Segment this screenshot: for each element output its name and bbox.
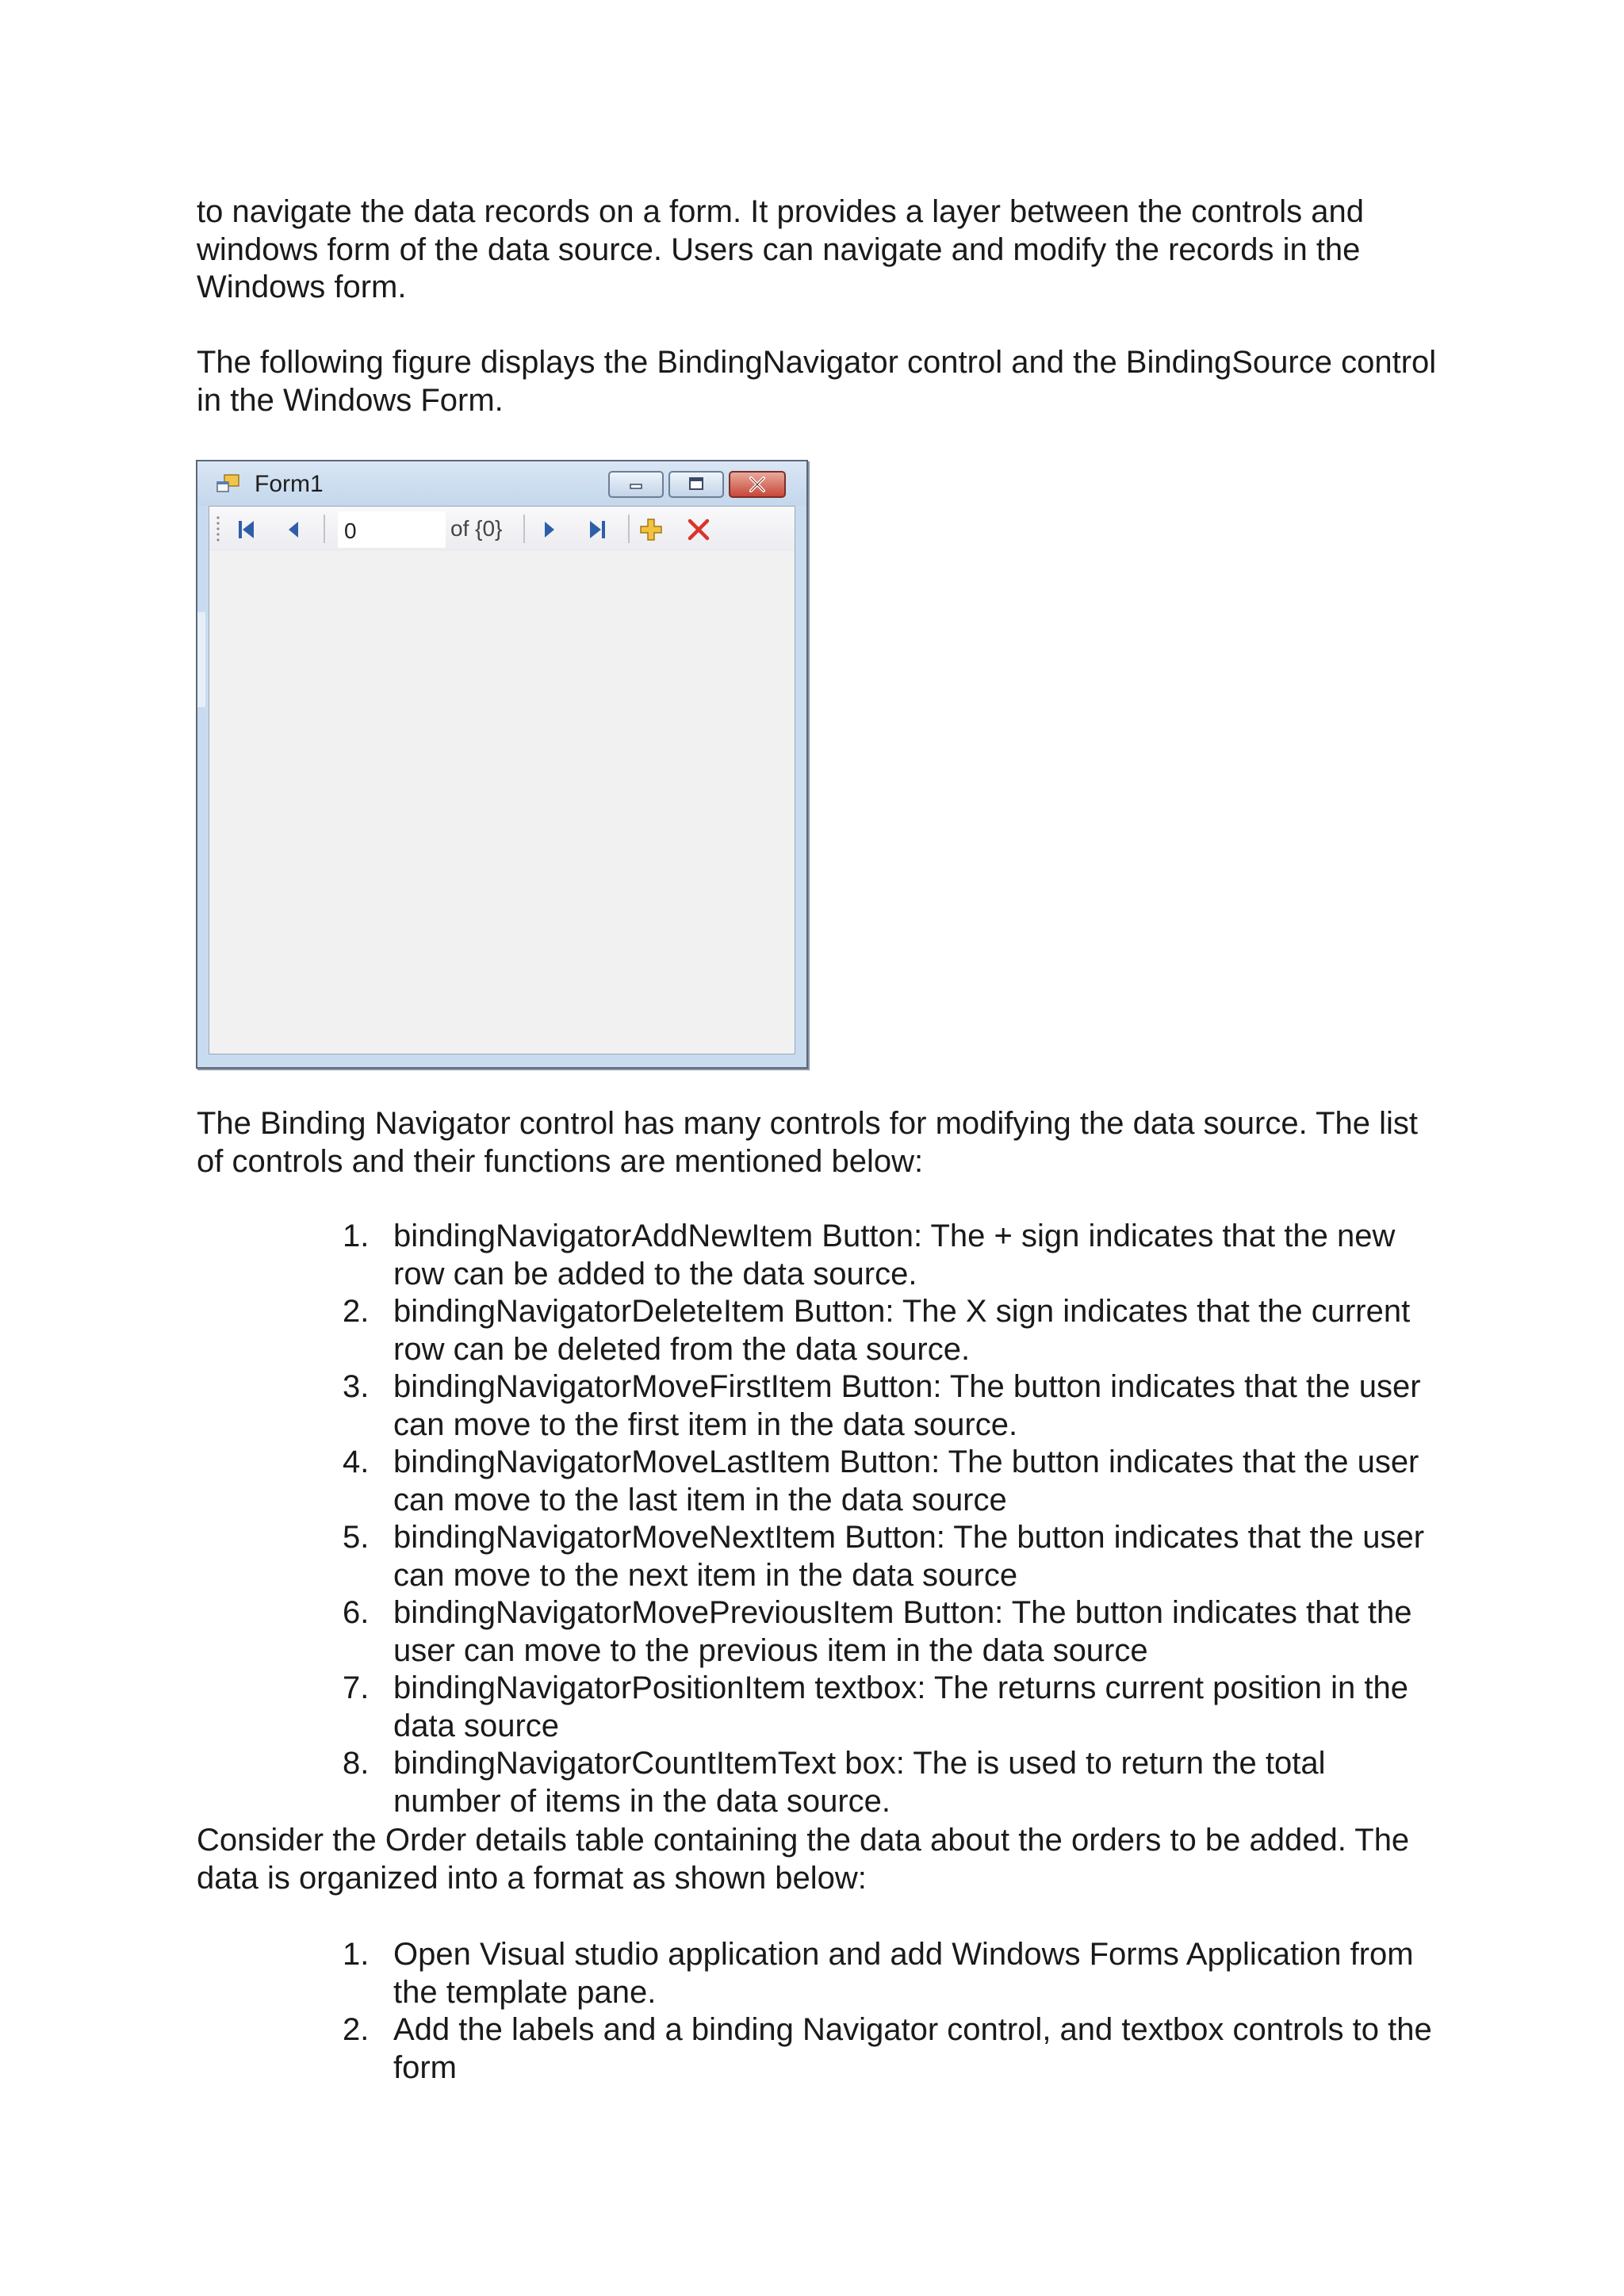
binding-navigator-toolbar <box>209 507 795 551</box>
list-item-text: bindingNavigatorMoveFirstItem Button: The button indicates that the user can move to the first item in the data source. <box>393 1369 1421 1442</box>
list-number: 7. <box>343 1670 370 1705</box>
form-icon <box>216 474 240 495</box>
list-number: 4. <box>343 1445 370 1479</box>
toolbar-grip-icon[interactable] <box>216 515 220 543</box>
list-item <box>0 1444 1440 1519</box>
list-item <box>0 1218 1440 1293</box>
list-item-text: bindingNavigatorAddNewItem Button: The + sign indicates that the new row can be added to the data source. <box>393 1219 1396 1292</box>
minimize-icon <box>610 473 662 496</box>
list-item-text: bindingNavigatorPositionItem textbox: The returns current position in the data source <box>393 1670 1408 1743</box>
add-new-icon[interactable] <box>638 516 665 543</box>
controls-list <box>0 1218 1440 1820</box>
list-item <box>0 1594 1440 1670</box>
toolbar-separator <box>628 515 630 543</box>
form-window-figure <box>196 460 808 1069</box>
list-item-text: Add the labels and a binding Navigator control, and textbox controls to the form <box>393 2012 1432 2085</box>
list-number: 1. <box>343 1219 370 1253</box>
list-number: 3. <box>343 1369 370 1404</box>
order-intro-paragraph: Consider the Order details table containing the data about the orders to be added. The data is organized into a format as shown below: <box>197 1823 1410 1896</box>
list-item-text: bindingNavigatorMovePreviousItem Button: The button indicates that the user can move to the previous item in the data source <box>393 1595 1412 1668</box>
list-item-text: bindingNavigatorMoveLastItem Button: The button indicates that the user can move to the last item in the data source <box>393 1445 1419 1517</box>
list-number: 2. <box>343 2012 370 2047</box>
list-number: 5. <box>343 1520 370 1555</box>
list-item <box>0 1936 1440 2011</box>
steps-list <box>0 1936 1440 2087</box>
list-item-text: bindingNavigatorCountItemText box: The is used to return the total number of items in the data source. <box>393 1746 1326 1819</box>
close-button[interactable] <box>729 471 786 498</box>
list-item-text: Open Visual studio application and add Windows Forms Application from the template pane. <box>393 1937 1414 2010</box>
form-client-area <box>209 506 795 1054</box>
form-title: Form1 <box>255 471 324 497</box>
move-next-icon[interactable] <box>536 516 563 543</box>
list-item-text: bindingNavigatorMoveNextItem Button: The button indicates that the user can move to the next item in the data source <box>393 1520 1425 1593</box>
list-item <box>0 1670 1440 1745</box>
frame-highlight <box>197 612 205 707</box>
list-item-text: bindingNavigatorDeleteItem Button: The X sign indicates that the current row can be deleted from the data source. <box>393 1294 1411 1367</box>
list-item <box>0 1368 1440 1444</box>
figure-caption-paragraph: The following figure displays the BindingNavigator control and the BindingSource control in the Windows Form. <box>197 345 1437 418</box>
minimize-button[interactable] <box>608 471 664 498</box>
maximize-icon <box>670 473 722 496</box>
list-item <box>0 1519 1440 1594</box>
form-title-bar[interactable] <box>197 461 806 506</box>
list-item <box>0 1745 1440 1820</box>
list-item <box>0 1293 1440 1368</box>
move-previous-icon[interactable] <box>281 516 308 543</box>
list-number: 6. <box>343 1595 370 1630</box>
list-number: 2. <box>343 1294 370 1329</box>
maximize-button[interactable] <box>668 471 724 498</box>
navigator-intro-paragraph: The Binding Navigator control has many controls for modifying the data source. The list of controls and their functions are mentioned below: <box>197 1106 1419 1179</box>
toolbar-separator <box>324 515 325 543</box>
list-item <box>0 2011 1440 2087</box>
count-label: of {0} <box>450 516 503 541</box>
position-textbox[interactable] <box>338 511 446 548</box>
list-number: 8. <box>343 1746 370 1781</box>
move-first-icon[interactable] <box>233 516 260 543</box>
list-number: 1. <box>343 1937 370 1972</box>
intro-paragraph: to navigate the data records on a form. It provides a layer between the controls and windows form of the data source. Users can navigate and modify the records in the Windows form. <box>197 194 1364 304</box>
delete-icon[interactable] <box>685 516 712 543</box>
move-last-icon[interactable] <box>584 516 611 543</box>
close-icon <box>730 473 784 496</box>
toolbar-separator <box>523 515 525 543</box>
